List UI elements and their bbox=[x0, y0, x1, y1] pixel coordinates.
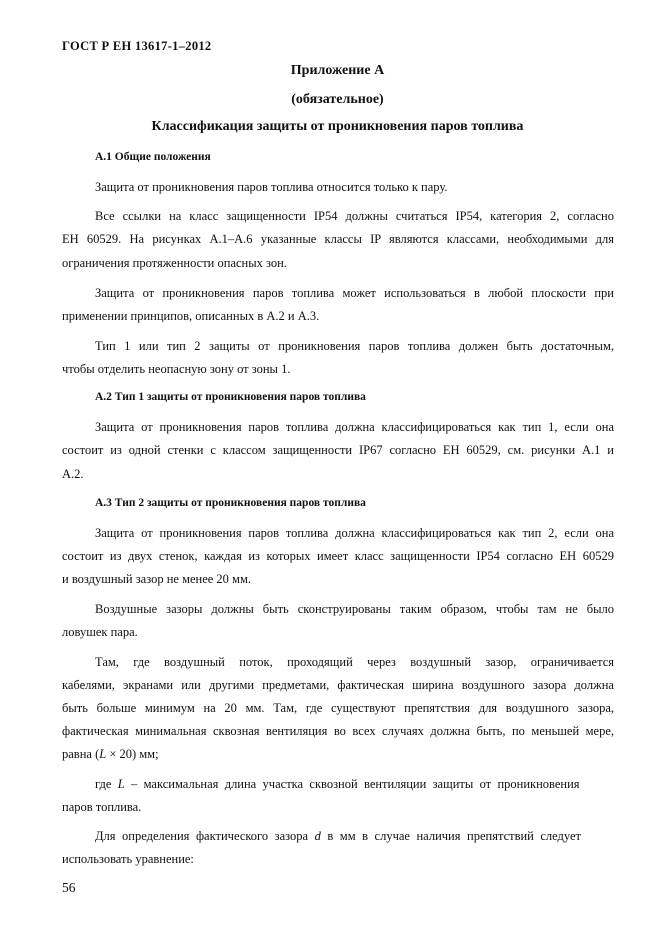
paragraph-line: ЕН 60529. На рисунках А.1–А.6 указанные классы IP являются классами, необходимыми для bbox=[62, 232, 614, 246]
paragraph-line: паров топлива. bbox=[62, 800, 142, 814]
paragraph-line: кабелями, экранами или другими предметами, фактическая ширина воздушного зазора должна bbox=[62, 678, 614, 692]
definition-text: где bbox=[95, 777, 118, 791]
definition-variable: L bbox=[117, 777, 125, 791]
paragraph-line: ограничения протяженности опасных зон. bbox=[62, 256, 287, 270]
paragraph-line: Тип 1 или тип 2 защиты от проникновения паров топлива должен быть достаточным, bbox=[95, 339, 614, 353]
paragraph-line: фактическая минимальная сквозная вентиляция во всех случаях должна быть, по меньшей мере, bbox=[62, 724, 614, 738]
annex-title: Классификация защиты от проникновения паров топлива bbox=[151, 119, 524, 134]
paragraph-line: и воздушный зазор не менее 20 мм. bbox=[62, 572, 252, 586]
paragraph-line: Защита от проникновения паров топлива относится только к пару. bbox=[95, 180, 448, 194]
paragraph-line: быть больше минимум на 20 мм. Там, где существуют препятствия для воздушного зазора, bbox=[62, 701, 614, 715]
annex-label: Приложение А bbox=[290, 63, 385, 78]
section-heading-a3: А.3 Тип 2 защиты от проникновения паров топлива bbox=[95, 497, 366, 509]
paragraph-line: Защита от проникновения паров топлива должна классифицироваться как тип 1, если она bbox=[95, 420, 614, 434]
paragraph-variable: d bbox=[314, 829, 321, 843]
paragraph-line: Все ссылки на класс защищенности IP54 должны считаться IP54, категория 2, согласно bbox=[95, 209, 614, 223]
paragraph-text: Для определения фактического зазора bbox=[95, 829, 315, 843]
paragraph-line: Защита от проникновения паров топлива может использоваться в любой плоскости при bbox=[95, 286, 614, 300]
paragraph-line: Там, где воздушный поток, проходящий через воздушный зазор, ограничивается bbox=[95, 655, 614, 669]
paragraph-line bbox=[95, 829, 581, 844]
annex-status: (обязательное) bbox=[291, 92, 384, 107]
paragraph-line: ловушек пара. bbox=[62, 625, 138, 639]
paragraph-line: состоит из одной стенки с классом защищенности IP67 согласно ЕН 60529, см. рисунки А.1 и bbox=[62, 443, 614, 457]
paragraph-line: Защита от проникновения паров топлива должна классифицироваться как тип 2, если она bbox=[95, 526, 614, 540]
section-heading-a1: А.1 Общие положения bbox=[95, 151, 211, 163]
paragraph-line: А.2. bbox=[62, 467, 84, 481]
paragraph-line: использовать уравнение: bbox=[62, 852, 194, 866]
paragraph-text: в мм в случае наличия препятствий следует bbox=[320, 829, 582, 843]
formula-text: равна ( bbox=[62, 747, 100, 761]
definition-text: – максимальная длина участка сквозной вентиляции защиты от проникновения bbox=[124, 777, 580, 791]
paragraph-line: Воздушные зазоры должны быть сконструированы таким образом, чтобы там не было bbox=[95, 602, 614, 616]
standard-header: ГОСТ Р ЕН 13617-1–2012 bbox=[62, 39, 212, 53]
paragraph-line: применении принципов, описанных в А.2 и А.3. bbox=[62, 309, 320, 323]
formula-variable: L bbox=[99, 747, 107, 761]
page-number: 56 bbox=[62, 880, 76, 895]
definition-line bbox=[95, 777, 580, 792]
section-heading-a2: А.2 Тип 1 защиты от проникновения паров топлива bbox=[95, 391, 366, 403]
paragraph-line: состоит из двух стенок, каждая из которых имеет класс защищенности IP54 согласно ЕН 60529 bbox=[62, 549, 614, 563]
formula-line bbox=[62, 747, 159, 762]
paragraph-line: чтобы отделить неопасную зону от зоны 1. bbox=[62, 362, 291, 376]
formula-text: × 20) мм; bbox=[106, 747, 159, 761]
